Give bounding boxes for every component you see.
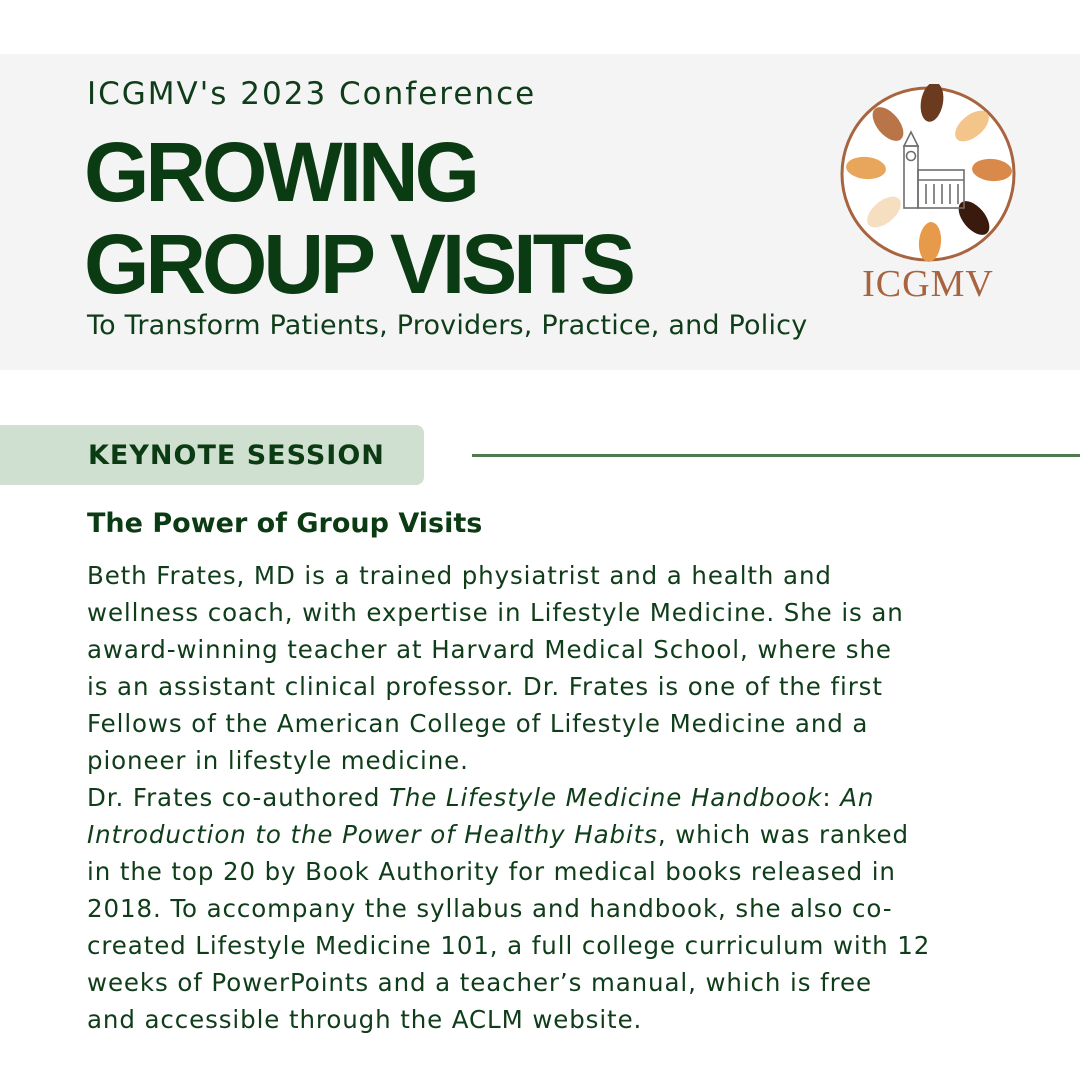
book-title: The Lifestyle Medicine Handbook [388, 783, 823, 812]
page-subtitle: To Transform Patients, Providers, Practice, and Policy [87, 310, 808, 341]
bio-text: , which was ranked [657, 820, 909, 849]
conference-label: ICGMV's 2023 Conference [87, 76, 537, 112]
bio-line: is an assistant clinical professor. Dr. Frates is one of the first [87, 672, 883, 701]
title-line-2: GROUP VISITS [84, 217, 632, 311]
bio-text: : [822, 783, 841, 812]
page-title [84, 126, 632, 310]
bio-line: weeks of PowerPoints and a teacher’s manual, which is free [87, 968, 872, 997]
session-tag: KEYNOTE SESSION [88, 440, 385, 471]
bio-line-book [87, 779, 1047, 816]
bio-text: Dr. Frates co-authored [87, 783, 389, 812]
speaker-bio [87, 557, 1047, 1038]
bio-line: and accessible through the ACLM website. [87, 1005, 643, 1034]
book-subtitle: Introduction to the Power of Healthy Habits [87, 820, 658, 849]
bio-line: wellness coach, with expertise in Lifestyle Medicine. She is an [87, 598, 904, 627]
book-subtitle: An [840, 783, 875, 812]
session-title: The Power of Group Visits [87, 508, 483, 539]
logo-wordmark: ICGMV [862, 263, 994, 305]
title-line-1: GROWING [84, 125, 476, 219]
bio-line: award-winning teacher at Harvard Medical School, where she [87, 635, 892, 664]
divider-line [472, 454, 1080, 457]
bio-line: 2018. To accompany the syllabus and handbook, she also co- [87, 894, 893, 923]
bio-line: Fellows of the American College of Lifestyle Medicine and a [87, 709, 869, 738]
bio-line: Beth Frates, MD is a trained physiatrist and a health and [87, 561, 832, 590]
bio-line: pioneer in lifestyle medicine. [87, 746, 469, 775]
bio-line: in the top 20 by Book Authority for medical books released in [87, 857, 896, 886]
bio-line: created Lifestyle Medicine 101, a full college curriculum with 12 [87, 931, 931, 960]
bio-line-book [87, 816, 1047, 853]
